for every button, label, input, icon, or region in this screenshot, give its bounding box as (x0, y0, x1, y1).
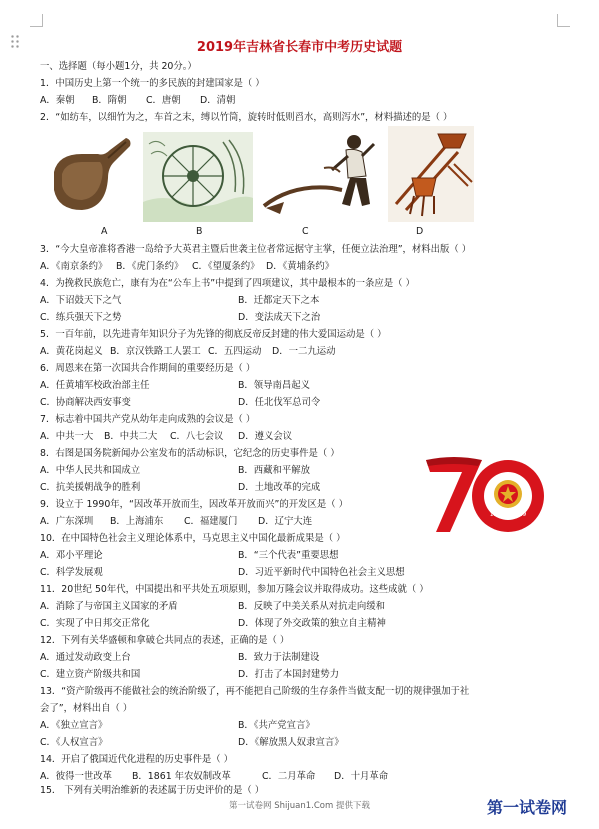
q13-row-2 (40, 737, 344, 749)
q8-row-2 (40, 482, 321, 494)
image-a-wooden-scoop (48, 132, 134, 222)
q10-row-1 (40, 550, 339, 562)
q4-row-2 (40, 312, 321, 324)
q11-option-d[interactable]: D．体现了外交政策的独立自主精神 (238, 618, 386, 629)
q11-row-2 (40, 618, 386, 630)
question-7-stem: 7．标志着中国共产党从幼年走向成熟的会议是（ ） (40, 414, 256, 425)
q6-option-c[interactable]: C．协商解决西安事变 (40, 397, 131, 408)
q12-row-1 (40, 652, 320, 664)
page-footer: 第一试卷网 Shijuan1.Com 提供下载 (229, 801, 370, 811)
q6-row-2 (40, 397, 321, 409)
question-4-stem: 4．为挽救民族危亡，康有为在“公车上书”中提到了四项建议，其中最根本的一条应是（ ） (40, 278, 415, 289)
q7-option-b[interactable]: B．中共二大 (104, 431, 158, 442)
q8-row-1 (40, 465, 311, 477)
q1-option-b[interactable]: B．隋朝 (92, 95, 127, 106)
q6-row-1 (40, 380, 311, 392)
q8-option-a[interactable]: A．中华人民共和国成立 (40, 465, 141, 476)
q12-option-c[interactable]: C．建立资产阶级共和国 (40, 669, 141, 680)
question-14-stem: 14．开启了俄国近代化进程的历史事件是（ ） (40, 754, 234, 765)
q8-option-c[interactable]: C．抗美援朝战争的胜利 (40, 482, 141, 493)
question-3-options (40, 261, 335, 273)
image-label-a[interactable]: A (101, 226, 108, 237)
q7-option-d[interactable]: D．遵义会议 (238, 431, 293, 442)
q11-row-1 (40, 601, 386, 613)
q4-option-d[interactable]: D．变法成天下之治 (238, 312, 321, 323)
site-brand-logo[interactable]: 第一试卷网 (487, 798, 568, 817)
q14-option-c[interactable]: C．二月革命 (262, 771, 316, 782)
question-15-stem: 15． 下列有关明治维新的表述属于历史评价的是（ ） (40, 785, 265, 796)
q10-option-b[interactable]: B．“三个代表”重要思想 (238, 550, 339, 561)
q13-option-a[interactable]: A．《独立宣言》 (40, 720, 108, 731)
q12-option-b[interactable]: B．致力于法制建设 (238, 652, 320, 663)
q7-option-c[interactable]: C．八七会议 (170, 431, 224, 442)
question-8-stem: 8．右图是国务院新闻办公室发布的活动标识，它纪念的历史事件是（ ） (40, 448, 340, 459)
q9-option-a[interactable]: A．广东深圳 (40, 516, 94, 527)
q9-option-b[interactable]: B．上海浦东 (110, 516, 164, 527)
logo-year-range: 1949－2019 (489, 511, 527, 518)
image-label-b[interactable]: B (196, 226, 203, 237)
q3-option-d[interactable]: D．《黄埔条约》 (266, 261, 335, 272)
anniversary-70-logo (420, 452, 550, 536)
q11-option-b[interactable]: B．反映了中美关系从对抗走向缓和 (238, 601, 386, 612)
q1-option-c[interactable]: C．唐朝 (146, 95, 181, 106)
q4-option-c[interactable]: C．练兵强天下之势 (40, 312, 122, 323)
question-13-stem-line-1: 13．“资产阶级再不能做社会的统治阶级了，再不能把自己阶级的生存条件当做支配一切的规律强加于社 (40, 686, 470, 697)
q3-option-b[interactable]: B．《虎门条约》 (116, 261, 184, 272)
question-14-options (40, 771, 389, 783)
question-6-stem: 6．周恩来在第一次国共合作期间的重要经历是（ ） (40, 363, 256, 374)
q4-row-1 (40, 295, 320, 307)
image-b-water-wheel (143, 132, 253, 222)
q6-option-a[interactable]: A．任黄埔军校政治部主任 (40, 380, 150, 391)
q13-option-b[interactable]: B．《共产党宣言》 (238, 720, 315, 731)
q12-row-2 (40, 669, 339, 681)
q5-option-c[interactable]: C．五四运动 (208, 346, 262, 357)
q8-option-b[interactable]: B．西藏和平解放 (238, 465, 311, 476)
question-9-stem: 9．设立于 1990年，“因改革开放而生，因改革开放而兴”的开发区是（ ） (40, 499, 348, 510)
question-3-stem: 3．“今大皇帝准将香港一岛给予大英君主暨后世袭主位者常远据守主掌，任便立法治理”，材料出版（ ） (40, 244, 472, 255)
image-d-seed-drill (388, 126, 474, 222)
q4-option-a[interactable]: A．下诏鼓天下之气 (40, 295, 122, 306)
q12-option-d[interactable]: D．打击了本国封建势力 (238, 669, 339, 680)
page-title: 2019年吉林省长春市中考历史试题 (196, 40, 403, 55)
q12-option-a[interactable]: A．通过发动政变上台 (40, 652, 131, 663)
question-2-stem: 2．“如纺车，以细竹为之，车首之末，缚以竹筒，旋转时低则舀水，高则泻水”，材料描述的是（ ） (40, 112, 453, 123)
q3-option-c[interactable]: C．《望厦条约》 (192, 261, 260, 272)
q5-option-a[interactable]: A．黄花岗起义 (40, 346, 103, 357)
q10-row-2 (40, 567, 405, 579)
question-1-options (40, 95, 236, 107)
q3-option-a[interactable]: A．《南京条约》 (40, 261, 108, 272)
q5-option-d[interactable]: D．一二九运动 (272, 346, 336, 357)
question-7-options (40, 431, 293, 443)
q14-option-b[interactable]: B．1861 年农奴制改革 (132, 771, 231, 782)
q4-option-b[interactable]: B．迁都定天下之本 (238, 295, 320, 306)
question-5-stem: 5．一百年前，以先进青年知识分子为先锋的彻底反帝反封建的伟大爱国运动是（ ） (40, 329, 387, 340)
q9-option-d[interactable]: D．辽宁大连 (258, 516, 313, 527)
question-5-options (40, 346, 336, 358)
q11-option-c[interactable]: C．实现了中日邦交正常化 (40, 618, 150, 629)
q13-option-c[interactable]: C．《人权宣言》 (40, 737, 108, 748)
section-heading: 一、选择题（每小题1分，共 20分。） (40, 61, 197, 72)
question-12-stem: 12．下列有关华盛顿和拿破仑共同点的表述，正确的是（ ） (40, 635, 290, 646)
question-11-stem: 11．20世纪 50年代，中国提出和平共处五项原则，参加万隆会议并取得成功。这些成就（ ） (40, 584, 429, 595)
crop-mark-top-right (557, 14, 570, 27)
q10-option-d[interactable]: D．习近平新时代中国特色社会主义思想 (238, 567, 405, 578)
q14-option-a[interactable]: A．彼得一世改革 (40, 771, 113, 782)
q8-option-d[interactable]: D．土地改革的完成 (238, 482, 321, 493)
q10-option-c[interactable]: C．科学发展观 (40, 567, 103, 578)
q9-option-c[interactable]: C．福建厦门 (184, 516, 238, 527)
q6-option-b[interactable]: B．领导南昌起义 (238, 380, 311, 391)
question-1-stem: 1．中国历史上第一个统一的多民族的封建国家是（ ） (40, 78, 265, 89)
q10-option-a[interactable]: A．邓小平理论 (40, 550, 103, 561)
q14-option-d[interactable]: D．十月革命 (334, 771, 389, 782)
crop-mark-top-left (30, 14, 43, 27)
q7-option-a[interactable]: A．中共一大 (40, 431, 94, 442)
question-13-stem-line-2: 会了”，材料出自（ ） (40, 703, 133, 714)
image-c-plough-man (262, 128, 382, 223)
q5-option-b[interactable]: B．京汉铁路工人罢工 (110, 346, 201, 357)
image-label-d[interactable]: D (416, 226, 424, 237)
question-9-options (40, 516, 313, 528)
image-label-c[interactable]: C (302, 226, 309, 237)
q6-option-d[interactable]: D．任北伐军总司令 (238, 397, 321, 408)
q1-option-d[interactable]: D．清朝 (200, 95, 236, 106)
q13-option-d[interactable]: D．《解放黑人奴隶宣言》 (238, 737, 344, 748)
q11-option-a[interactable]: A．消除了与帝国主义国家的矛盾 (40, 601, 178, 612)
question-10-stem: 10．在中国特色社会主义理论体系中，马克思主义中国化最新成果是（ ） (40, 533, 346, 544)
q13-row-1 (40, 720, 315, 732)
q1-option-a[interactable]: A．秦朝 (40, 95, 75, 106)
